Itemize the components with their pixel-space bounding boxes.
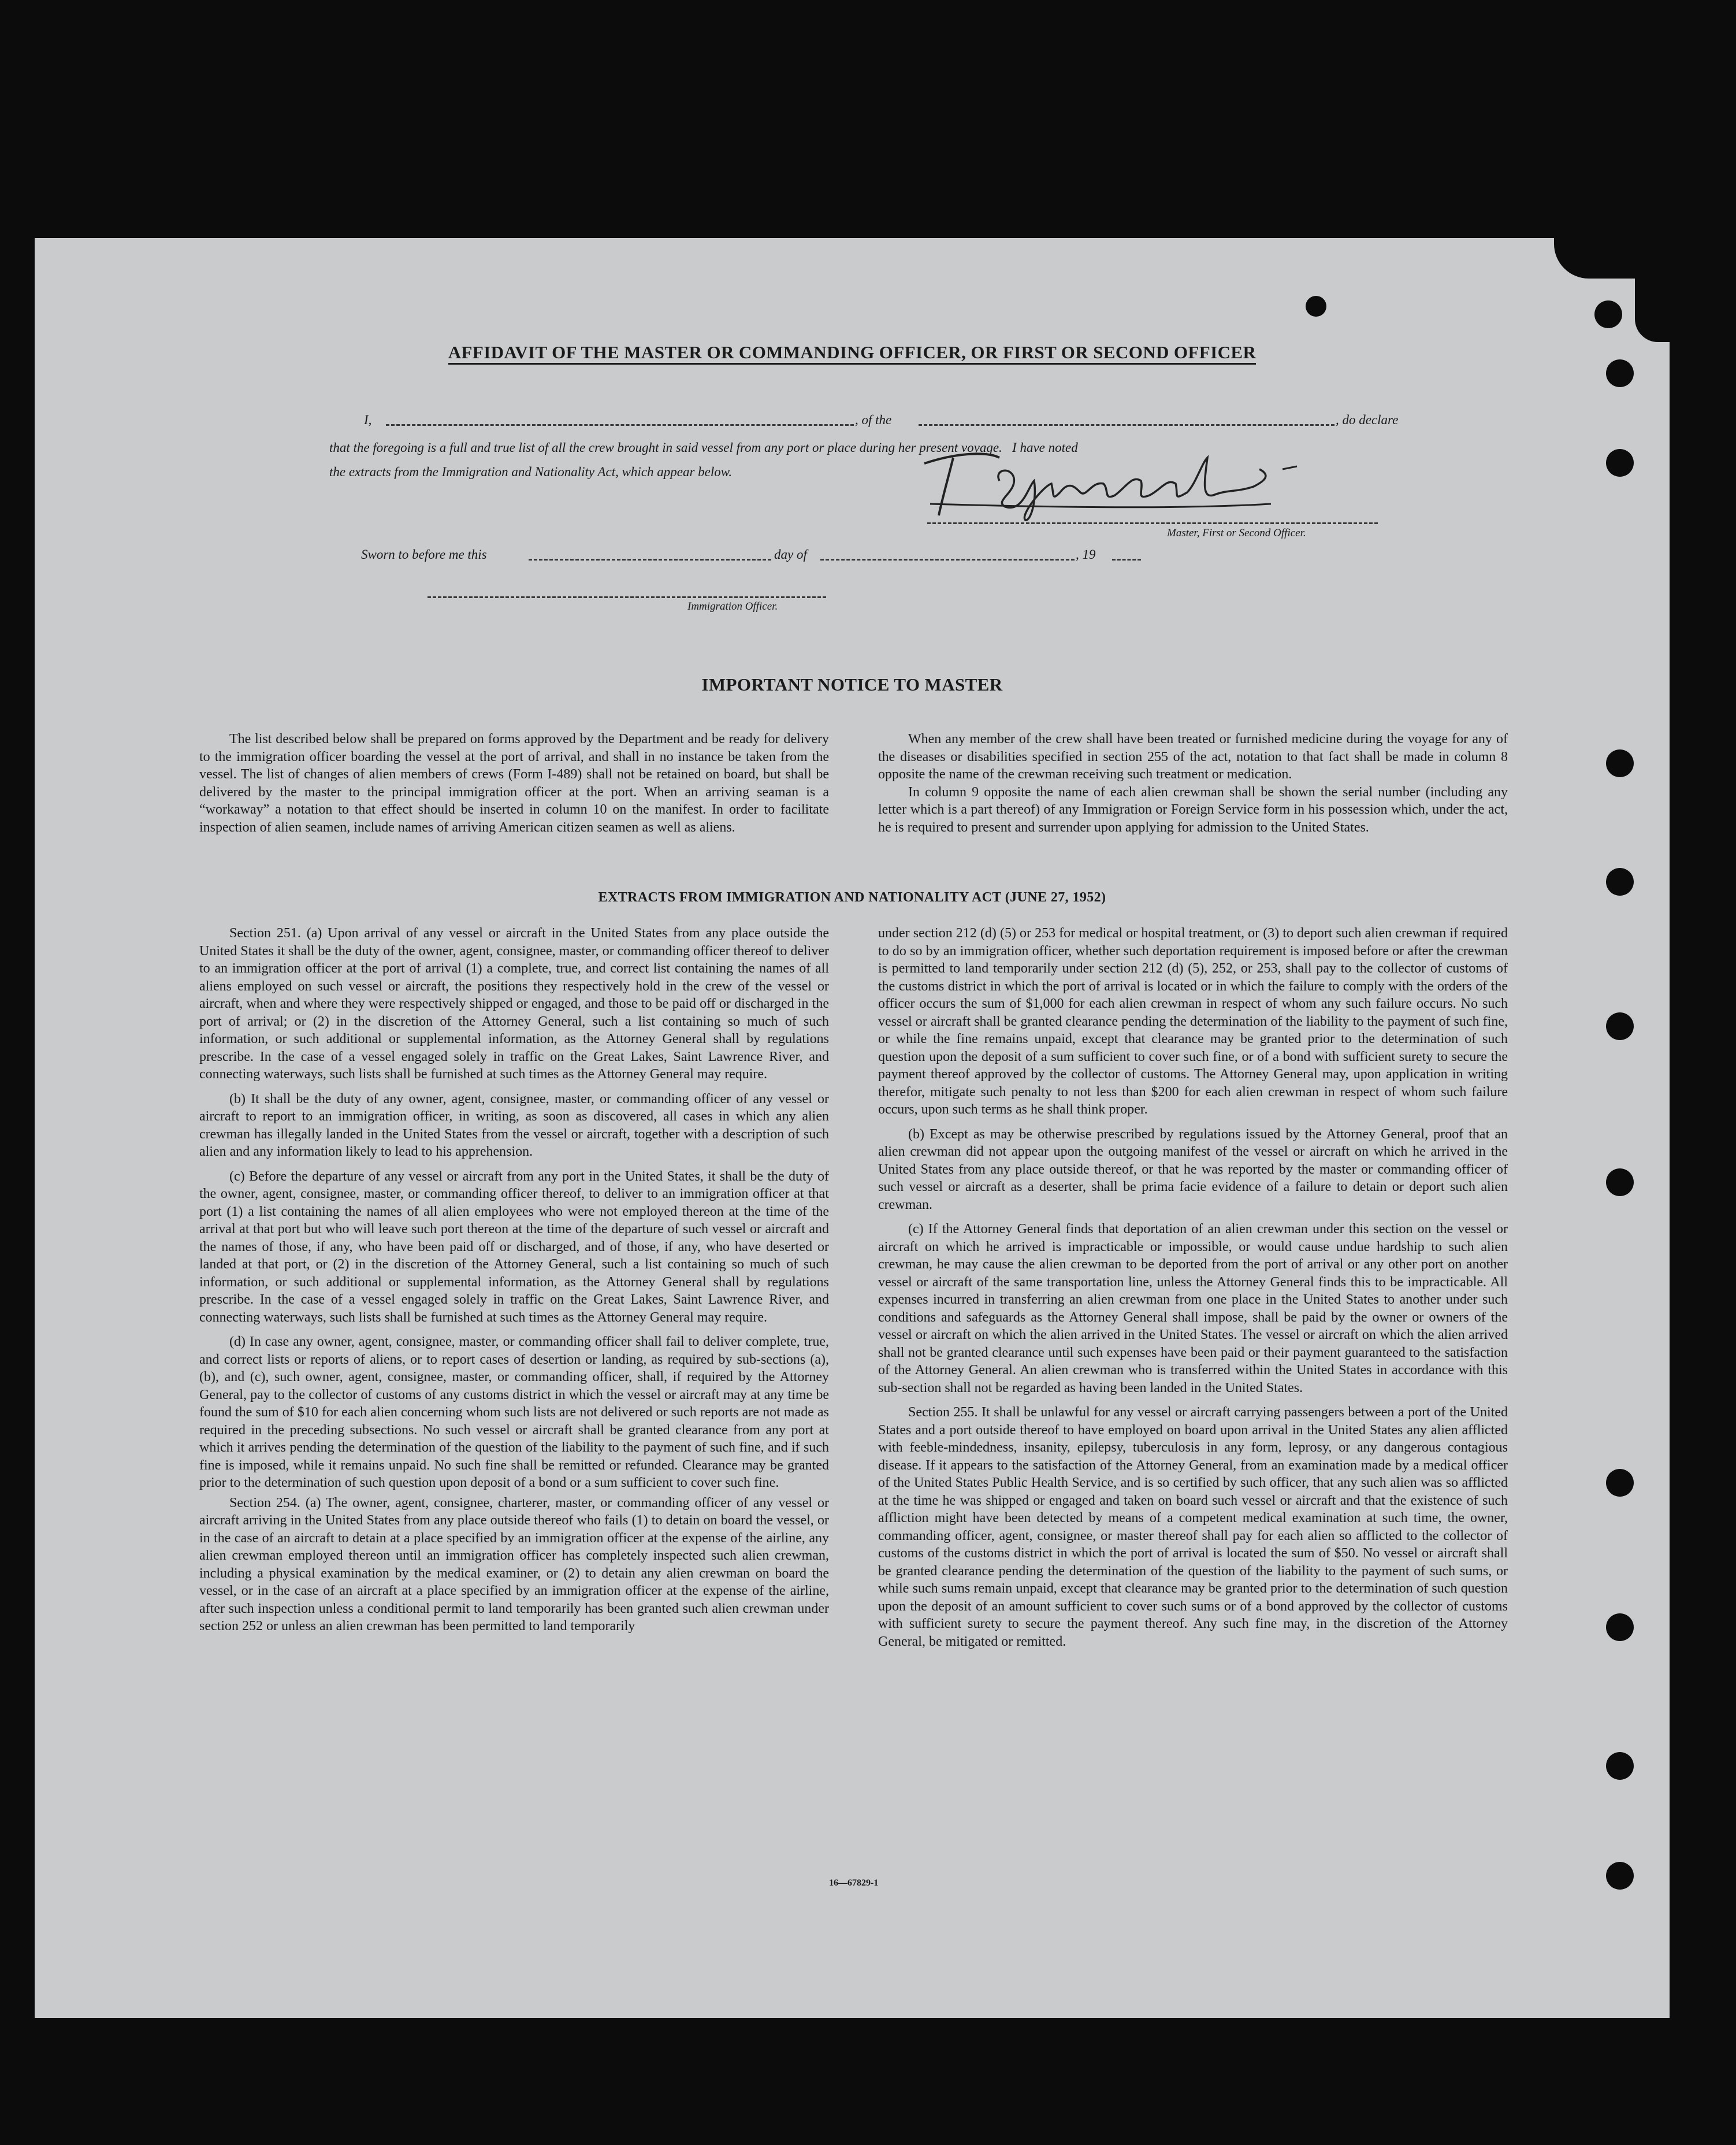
- punch-hole: [1606, 449, 1634, 477]
- extract-paragraph: (c) If the Attorney General finds that deportation of an alien crewman under this section on the vessel or aircraft on which he arrived is impracticable or impossible, or would cause undue hardship to such alien crewman, he may cause the alien crewman to be deported from the port of arrival or any other port on another vessel or aircraft of the same transportation line, unless the Attorney General finds this to be impracticable. All expenses incurred in transferring an alien crewman from one place in the United States to another under such conditions and safeguards as the Attorney General shall impose, shall be paid by the owner or owners of the vessel or aircraft on which the alien arrived in the United States. The vessel or aircraft on which the alien arrived shall not be granted clearance until such expenses have been paid or their payment guaranteed to the satisfaction of the Attorney General. An alien crewman who is transferred within the United States in accordance with this sub-section shall not be regarded as having been landed in the United States.: [878, 1222, 1508, 1396]
- declaration-line-3: the extracts from the Immigration and Nationality Act, which appear below.: [329, 465, 733, 479]
- torn-corner: [1635, 273, 1670, 342]
- signature-line: [927, 522, 1378, 524]
- vessel-line: [919, 424, 1334, 426]
- extract-paragraph: Section 255. It shall be unlawful for any vessel or aircraft carrying passengers between a port of the United States and a port outside thereof to have employed on board upon arrival in the United States any alien afflicted with feeble-mindedness, insanity, epilepsy, tuberculosis in any form, leprosy, or any dangerous contagious disease. If it appears to the satisfaction of the Attorney General, from an examination made by a medical officer of the United States Public Health Service, and is so certified by such officer, that any such alien was so afflicted at the time he was shipped or engaged and taken on board such vessel or aircraft and that the existence of such affliction might have been detected by means of a competent medical examination at such time, the owner, commanding officer, agent, consignee, or master thereof shall pay for each alien so afflicted to the collector of customs of the customs district in which the port of arrival is located the sum of $50. No vessel or aircraft shall be granted clearance pending the determination of the question of the liability to the payment of such sums, or while such sums remain unpaid, except that clearance may be granted prior to the determination of such question upon the deposit of an amount sufficient to cover such sums or of a bond approved by the collector of customs with sufficient surety to secure the payment thereof. Any such fine may, in the discretion of the Attorney General, be mitigated or remitted.: [878, 1405, 1508, 1649]
- form-number: 16—67829-1: [829, 1878, 879, 1888]
- declaration-line-2: that the foregoing is a full and true list of all the crew brought in said vessel from any port or place during her present voyage. I have noted: [329, 440, 1078, 455]
- i-label: I,: [364, 413, 372, 427]
- notice-right-column: [878, 730, 1508, 843]
- notice-paragraph: In column 9 opposite the name of each alien crewman shall be shown the serial number (including any letter which is a part thereof) of any Immigration or Foreign Service form in his possession which, under the act, he is required to present and surrender upon applying for admission to the United States.: [878, 784, 1508, 835]
- day-of-label: day of: [774, 547, 807, 562]
- sworn-label: Sworn to before me this: [361, 547, 487, 562]
- extract-paragraph: (b) It shall be the duty of any owner, agent, consignee, master, or commanding officer of any vessel or aircraft to report to an immigration officer, in writing, as soon as discovered, all cases in which any alien crewman has illegally landed in the United States from the vessel or aircraft, together with a description of such alien and any information likely to lead to his apprehension.: [199, 1091, 829, 1159]
- extract-paragraph: Section 254. (a) The owner, agent, consignee, charterer, master, or commanding officer of any vessel or aircraft arriving in the United States from any place outside thereof who fails (1) to detain on board the vessel, or in the case of an aircraft to detain at a place specified by an immigration officer at the expense of the airline, any alien crewman employed thereon until an immigration officer has completely inspected such alien crewman, including a physical examination by the medical examiner, or (2) to detain any alien crewman on board the vessel, or in the case of an aircraft at a place specified by an immigration officer at the expense of the airline, after such inspection unless a conditional permit to land temporarily has been granted such alien crewman under section 252 or unless an alien crewman has been permitted to land temporarily: [199, 1495, 829, 1634]
- punch-hole: [1606, 359, 1634, 387]
- punch-hole: [1606, 1752, 1634, 1780]
- extracts-left-column: [199, 925, 829, 1642]
- do-declare-label: , do declare: [1336, 413, 1399, 427]
- notice-paragraph: When any member of the crew shall have been treated or furnished medicine during the voyage for any of the diseases or disabilities specified in section 255 of the act, notation to that fact shall be made in column 8 opposite the name of the crewman receiving such treatment or medication.: [878, 732, 1508, 782]
- year-label: , 19: [1076, 547, 1096, 562]
- extract-paragraph: under section 212 (d) (5) or 253 for medical or hospital treatment, or (3) to deport such alien crewman if required to do so by an immigration officer, whether such deportation requirement is imposed before or after the crewman is permitted to land temporarily under section 212 (d) (5), 252, or 253, shall pay to the collector of customs of the customs district in which the port of arrival is located or in which the failure to comply with the orders of the officer occurs the sum of $1,000 for each alien crewman in respect of whom any such failure occurs. No such vessel or aircraft shall be granted clearance pending the determination of the liability to the payment of such fine, or while the fine remains unpaid, except that clearance may be granted prior to the determination of such question upon the deposit of a sum sufficient to cover such fine, or of a bond with sufficient surety to secure the payment thereof approved by the collector of customs. The Attorney General may, upon application in writing therefor, mitigate such penalty to not less than $200 for each alien crewman in respect of whom such failure occurs, upon such terms as he shall think proper.: [878, 926, 1508, 1117]
- officer-caption: Immigration Officer.: [687, 600, 778, 613]
- form-page: [35, 238, 1670, 2018]
- signature-caption: Master, First or Second Officer.: [1167, 527, 1306, 539]
- extract-paragraph: (c) Before the departure of any vessel or aircraft from any port in the United States, it shall be the duty of the owner, agent, consignee, master, or commanding officer thereof, to deliver to an immigration officer at that port (1) a list containing the names of all alien employees who were not employed thereon at the time of the arrival at that port but who will leave such port thereon at the time of the departure of such vessel or aircraft and the names of those, if any, who have been paid off or discharged, and of those, if any, who have deserted or landed at that port, or (2) in the discretion of the Attorney General, such a list containing so much of such information, or such additional or supplemental information, as the Attorney General shall by regulations prescribe. In the case of a vessel engaged solely in traffic on the Great Lakes, Saint Lawrence River, and connecting waterways, such lists shall be furnished at such times as the Attorney General may require.: [199, 1168, 829, 1325]
- notice-left-column: [199, 730, 829, 843]
- master-signature: [913, 446, 1329, 521]
- punch-hole: [1606, 1012, 1634, 1040]
- extract-paragraph: (d) In case any owner, agent, consignee, master, or commanding officer shall fail to deliver complete, true, and correct lists or reports of aliens, or to report cases of desertion or landing, as required by sub-sections (a), (b), and (c), such owner, agent, consignee, master, or commanding officer, shall, if required by the Attorney General, pay to the collector of customs of any customs district in which the vessel or aircraft may at any time be found the sum of $10 for each alien concerning whom such lists are not delivered or such reports are not made as required in the preceding subsections. No such vessel or aircraft shall be granted clearance from any port at which it arrives pending the determination of the question of the liability to the payment of such fine, and if such fine is imposed, while it remains unpaid. No such fine shall be remitted or refunded. Clearance may be granted prior to the determination of such question upon deposit of a bond or a sum sufficient to cover such fine.: [199, 1334, 829, 1490]
- notice-paragraph: The list described below shall be prepared on forms approved by the Department and be ready for delivery to the immigration officer boarding the vessel at the port of arrival, and shall in no instance be taken from the vessel. The list of changes of alien members of crews (Form I-489) shall not be retained on board, but shall be delivered by the master to the principal immigration officer at the port. When an arriving seaman is a “workaway” a notation to that effect should be inserted in column 10 on the manifest. In order to facilitate inspection of alien seamen, include names of arriving American citizen seamen as well as aliens.: [199, 732, 829, 835]
- punch-hole: [1306, 296, 1326, 317]
- of-the-label: , of the: [855, 413, 892, 427]
- punch-hole: [1606, 1613, 1634, 1641]
- notice-title: IMPORTANT NOTICE TO MASTER: [701, 674, 1003, 695]
- punch-hole: [1594, 300, 1622, 328]
- affidavit-title: AFFIDAVIT OF THE MASTER OR COMMANDING OFFICER, OR FIRST OR SECOND OFFICER: [35, 342, 1670, 363]
- officer-line: [428, 596, 826, 598]
- extracts-title: EXTRACTS FROM IMMIGRATION AND NATIONALITY ACT (JUNE 27, 1952): [598, 890, 1106, 905]
- extract-paragraph: (b) Except as may be otherwise prescribed by regulations issued by the Attorney General, proof that an alien crewman did not appear upon the outgoing manifest of the vessel or aircraft on which he arrived in the United States from any place outside thereof, or that he was reported by the master or commanding officer of such vessel or aircraft as a deserter, shall be prima facie evidence of a failure to detain or deport such alien crewman.: [878, 1126, 1508, 1212]
- name-line: [386, 424, 854, 426]
- sworn-day-line: [529, 559, 771, 561]
- sworn-year-line: [1112, 559, 1141, 561]
- punch-hole: [1606, 1862, 1634, 1890]
- extracts-right-column: [878, 925, 1508, 1657]
- punch-hole: [1606, 749, 1634, 777]
- sworn-month-line: [820, 559, 1075, 561]
- punch-hole: [1606, 1168, 1634, 1196]
- extract-paragraph: Section 251. (a) Upon arrival of any vessel or aircraft in the United States from any place outside the United States it shall be the duty of the owner, agent, consignee, master, or commanding officer thereof to deliver to an immigration officer at the port of arrival (1) a complete, true, and correct list containing the names of all aliens employed on such vessel or aircraft, the positions they respectively hold in the crew of the vessel or aircraft, when and where they were respectively shipped or engaged, and those to be paid off or discharged in the port of arrival; or (2) in the discretion of the Attorney General, such a list containing so much of such information, or such additional or supplemental information, as the Attorney General shall by regulations prescribe. In the case of a vessel engaged solely in traffic on the Great Lakes, Saint Lawrence River, and connecting waterways, such lists shall be furnished at such times as the Attorney General may require.: [199, 926, 829, 1082]
- punch-hole: [1606, 1469, 1634, 1497]
